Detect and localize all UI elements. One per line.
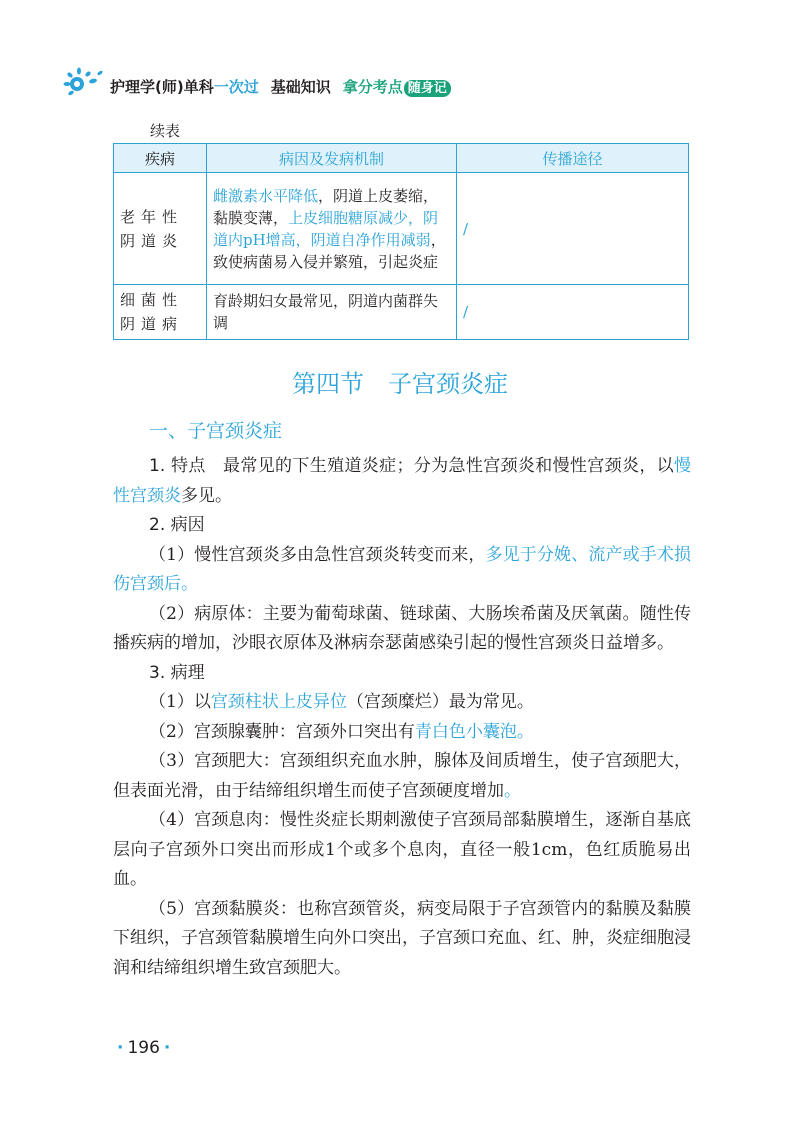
paragraph-text: （3）宫颈肥大：宫颈组织充血水肿，腺体及间质增生，使子宫颈肥大，但表面光滑，由于结缔组织增生而使子宫颈硬度增加	[113, 751, 691, 801]
table-header-row	[114, 144, 689, 173]
section-heading: 一、子宫颈炎症	[149, 420, 283, 442]
main-content	[113, 452, 691, 983]
sun-logo-icon	[62, 64, 106, 100]
route-cell: /	[457, 285, 689, 340]
paragraph-text: （1）慢性宫颈炎多由急性宫颈炎转变而来，	[149, 544, 486, 565]
column-header-mechanism: 病因及发病机制	[207, 144, 457, 173]
paragraph-text: （宫颈糜烂）最为常见。	[346, 692, 534, 712]
highlight-text: 宫颈柱状上皮异位	[210, 692, 347, 712]
column-header-disease: 疾病	[114, 144, 207, 173]
item-heading: 3. 病理	[149, 662, 205, 683]
section-title: 第四节 子宫颈炎症	[292, 370, 508, 398]
item-heading: 1. 特点	[149, 456, 206, 476]
paragraph	[113, 452, 691, 511]
paragraph-text: 最常见的下生殖道炎症；分为急性宫颈炎和慢性宫颈炎，以	[205, 456, 675, 476]
series-tag: 拿分考点	[342, 78, 403, 96]
paragraph: （2）病原体：主要为葡萄球菌、链球菌、大肠埃希菌及厌氧菌。随性传播疾病的增加，沙眼衣原体及淋病奈瑟菌感染引起的慢性宫颈炎日益增多。	[113, 603, 691, 653]
mechanism-cell: 育龄期妇女最常见，阴道内菌群失调	[207, 285, 457, 340]
table-row	[114, 173, 689, 285]
paragraph: （5）宫颈黏膜炎：也称宫颈管炎，病变局限于子宫颈管内的黏膜及黏膜下组织，子宫颈管黏膜增生向外口突出，子宫颈口充血、红、肿，炎症细胞浸润和结缔组织增生致宫颈肥大。	[113, 898, 691, 978]
page-header	[62, 64, 702, 104]
highlight-text: 雌激素水平降低	[213, 186, 319, 205]
highlight-text: 。	[504, 780, 521, 801]
column-header-route: 传播途径	[457, 144, 689, 173]
subject-label: 基础知识	[270, 78, 331, 96]
book-title-accent: 一次过	[213, 78, 259, 96]
paragraph-text: （2）宫颈腺囊肿：宫颈外口突出有	[149, 721, 415, 742]
highlight-text: 上皮细胞糖原减少，阴道内pH增高，阴道自净作用减弱	[213, 208, 439, 249]
mechanism-text: ，致使病菌易入侵并繁殖，引起炎症	[213, 230, 446, 271]
paragraph	[113, 541, 691, 600]
item-heading: 2. 病因	[149, 515, 205, 535]
highlight-text: 多见于分娩、流产或手术损伤宫颈后。	[113, 544, 691, 594]
table-row	[114, 285, 689, 340]
mechanism-text: ，阴道上皮萎缩，黏膜变薄，	[213, 186, 439, 227]
page-number-value: 196	[127, 1038, 160, 1058]
header-title	[110, 76, 451, 97]
paragraph	[113, 659, 691, 689]
paragraph: （4）宫颈息肉：慢性炎症长期刺激使子宫颈局部黏膜增生，逐渐自基底层向子宫颈外口突出而形成1个或多个息肉，直径一般1cm，色红质脆易出血。	[113, 810, 691, 889]
route-cell: /	[457, 173, 689, 285]
disease-cell: 细菌性阴道病	[114, 285, 207, 340]
mechanism-cell	[207, 173, 457, 285]
paragraph	[113, 747, 691, 806]
page-number: · 196 ·	[117, 1038, 171, 1058]
disease-table	[113, 143, 689, 340]
highlight-text: 青白色小囊泡。	[414, 721, 534, 742]
disease-cell: 老年性阴道炎	[114, 173, 207, 285]
paragraph	[113, 688, 691, 718]
series-badge: 随身记	[404, 80, 451, 97]
paragraph-text: （1）以	[149, 692, 211, 712]
table-continued-label: 续表	[150, 122, 181, 140]
book-title: 护理学(师)单科	[110, 78, 214, 96]
paragraph	[113, 718, 691, 748]
highlight-text: 慢性宫颈炎	[113, 456, 692, 506]
paragraph	[113, 511, 691, 541]
paragraph-text: 多见。	[181, 485, 232, 506]
